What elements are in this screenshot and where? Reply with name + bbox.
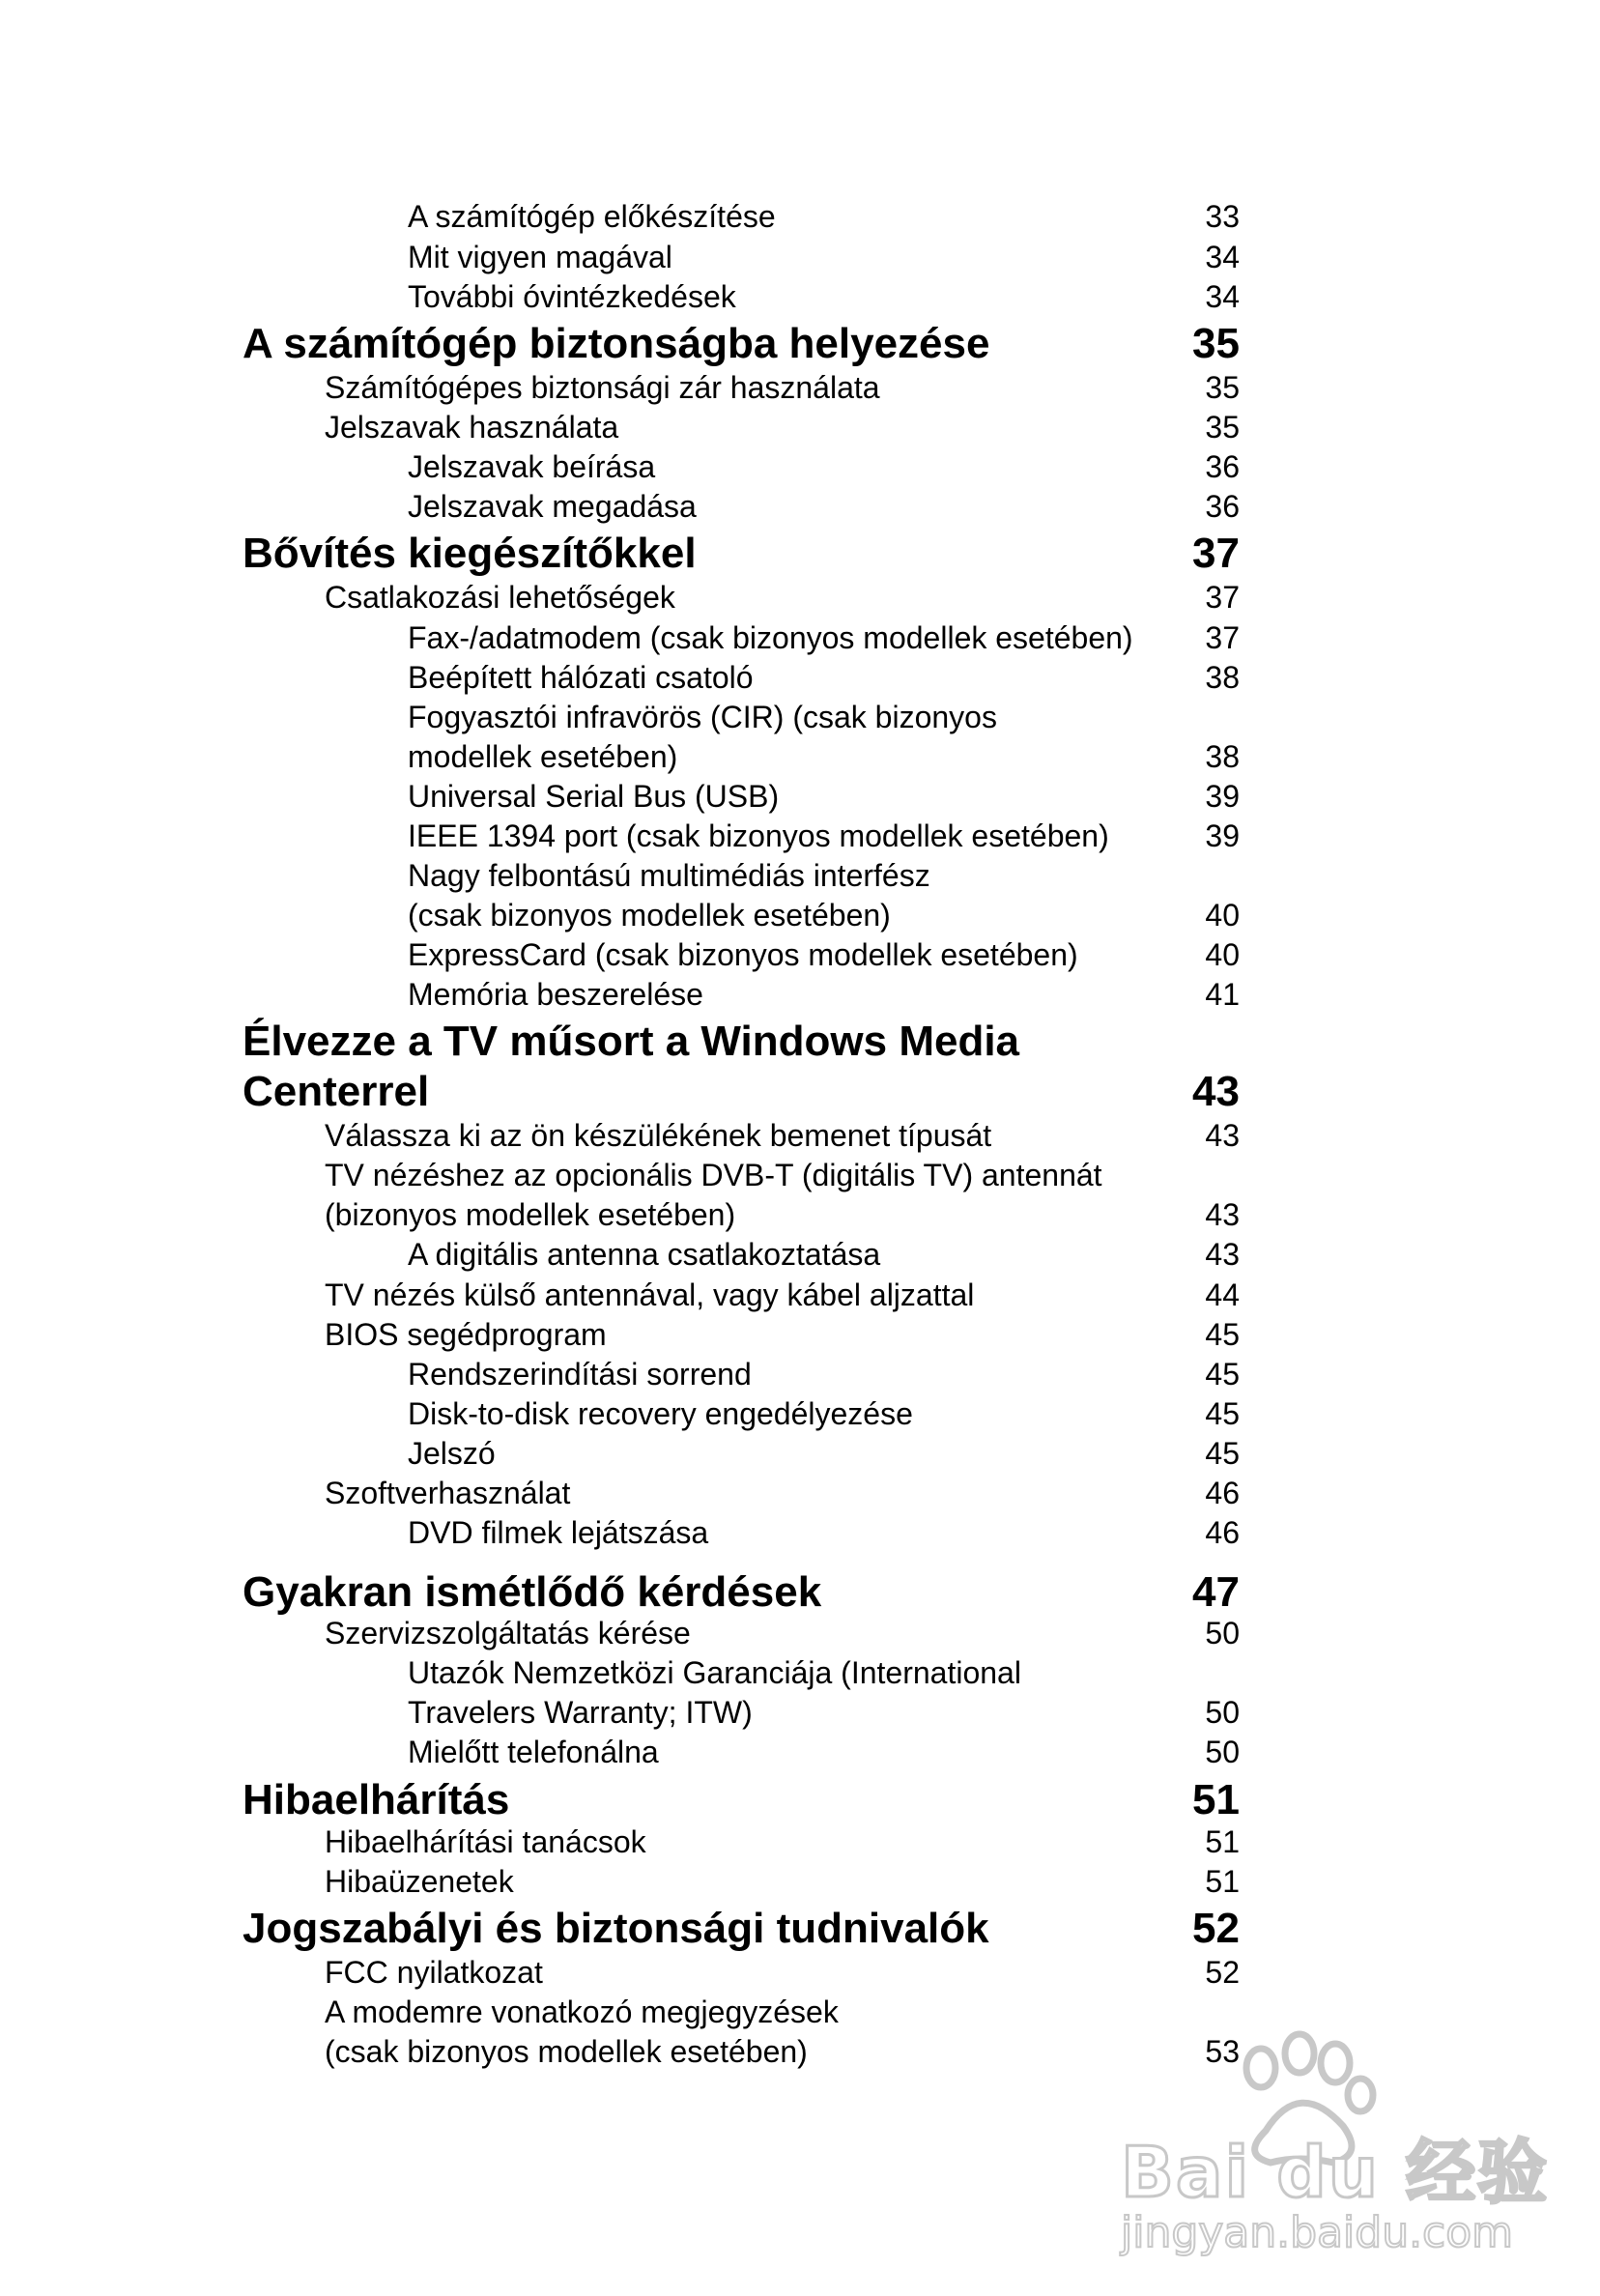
toc-title: A számítógép előkészítése	[408, 199, 776, 234]
toc-entry[interactable]	[0, 1693, 1600, 1732]
toc-page-number: 36	[1205, 489, 1240, 524]
toc-page-number: 37	[1192, 530, 1240, 577]
toc-title: TV nézéshez az opcionális DVB-T (digitális TV) antennát	[325, 1158, 1102, 1192]
toc-title: Utazók Nemzetközi Garanciája (International	[408, 1655, 1021, 1690]
toc-page-number: 47	[1192, 1568, 1240, 1616]
toc-entry[interactable]	[0, 1315, 1600, 1354]
toc-page-number: 35	[1205, 370, 1240, 405]
toc-chapter[interactable]	[0, 1567, 1600, 1618]
toc-page-number: 38	[1205, 660, 1240, 695]
toc-title: A modemre vonatkozó megjegyzések	[325, 1995, 839, 2029]
toc-entry[interactable]	[0, 368, 1600, 407]
toc-entry[interactable]	[0, 1653, 1600, 1692]
toc-page-number: 39	[1205, 818, 1240, 853]
toc-page-number: 37	[1205, 580, 1240, 615]
toc-chapter[interactable]	[0, 1017, 1600, 1067]
toc-title: További óvintézkedések	[408, 279, 736, 314]
toc-page-number: 43	[1205, 1118, 1240, 1153]
toc-page-number: 52	[1205, 1955, 1240, 1990]
toc-title: ExpressCard (csak bizonyos modellek esetében)	[408, 937, 1078, 972]
toc-entry[interactable]	[0, 1276, 1600, 1314]
toc-page-number: 38	[1205, 739, 1240, 774]
toc-entry[interactable]	[0, 238, 1600, 276]
toc-page-number: 34	[1205, 240, 1240, 274]
toc-entry[interactable]	[0, 1862, 1600, 1901]
toc-page-number: 40	[1205, 937, 1240, 972]
toc-entry[interactable]	[0, 1733, 1600, 1771]
toc-chapter[interactable]	[0, 1904, 1600, 1954]
toc-page-number: 45	[1205, 1357, 1240, 1392]
toc-title: Szervizszolgáltatás kérése	[325, 1616, 691, 1650]
toc-title: Fax-/adatmodem (csak bizonyos modellek esetében)	[408, 620, 1133, 655]
toc-title: Válassza ki az ön készülékének bemenet típusát	[325, 1118, 992, 1153]
toc-entry[interactable]	[0, 1195, 1600, 1234]
toc-title: Hibaüzenetek	[325, 1864, 514, 1899]
toc-page-number: 51	[1205, 1864, 1240, 1899]
toc-page-number: 41	[1205, 977, 1240, 1012]
toc-entry[interactable]	[0, 1156, 1600, 1194]
toc-title: Számítógépes biztonsági zár használata	[325, 370, 880, 405]
toc-title: Mit vigyen magával	[408, 240, 672, 274]
toc-title: Mielőtt telefonálna	[408, 1735, 659, 1769]
toc-entry[interactable]	[0, 447, 1600, 486]
watermark-url: jingyan.baidu.com	[1121, 2208, 1514, 2257]
toc-entry[interactable]	[0, 1355, 1600, 1393]
toc-entry[interactable]	[0, 1953, 1600, 1992]
toc-title: Bővítés kiegészítőkkel	[243, 530, 697, 577]
toc-title: Gyakran ismétlődő kérdések	[243, 1568, 822, 1616]
toc-entry[interactable]	[0, 197, 1600, 236]
toc-entry[interactable]	[0, 698, 1600, 736]
toc-page-number: 50	[1205, 1616, 1240, 1650]
toc-page-number: 46	[1205, 1515, 1240, 1550]
toc-page-number: 50	[1205, 1735, 1240, 1769]
toc-page-number: 45	[1205, 1317, 1240, 1352]
toc-page-number: 53	[1205, 2034, 1240, 2069]
toc-title: (bizonyos modellek esetében)	[325, 1197, 736, 1232]
toc-title: Jelszavak használata	[325, 410, 619, 445]
toc-entry[interactable]	[0, 578, 1600, 617]
toc-entry[interactable]	[0, 1614, 1600, 1652]
toc-entry[interactable]	[0, 935, 1600, 974]
toc-title: Jelszó	[408, 1436, 496, 1471]
toc-page-number: 43	[1205, 1197, 1240, 1232]
toc-page-number: 34	[1205, 279, 1240, 314]
toc-title: Jelszavak megadása	[408, 489, 697, 524]
toc-chapter[interactable]	[0, 1775, 1600, 1825]
toc-title: Travelers Warranty; ITW)	[408, 1695, 753, 1730]
toc-entry[interactable]	[0, 777, 1600, 816]
toc-page-number: 36	[1205, 449, 1240, 484]
toc-entry[interactable]	[0, 737, 1600, 776]
toc-page-number: 52	[1192, 1905, 1240, 1952]
toc-chapter[interactable]	[0, 1067, 1600, 1117]
toc-title: TV nézés külső antennával, vagy kábel aljzattal	[325, 1277, 975, 1312]
toc-entry[interactable]	[0, 1513, 1600, 1552]
toc-entry[interactable]	[0, 1116, 1600, 1155]
toc-entry[interactable]	[0, 408, 1600, 446]
toc-title: Hibaelhárítási tanácsok	[325, 1824, 646, 1859]
toc-title: Disk-to-disk recovery engedélyezése	[408, 1396, 913, 1431]
toc-entry[interactable]	[0, 277, 1600, 316]
toc-entry[interactable]	[0, 658, 1600, 697]
toc-entry[interactable]	[0, 1474, 1600, 1512]
toc-title: Universal Serial Bus (USB)	[408, 779, 780, 814]
toc-title: Szoftverhasználat	[325, 1476, 571, 1510]
toc-title: FCC nyilatkozat	[325, 1955, 543, 1990]
toc-title: Memória beszerelése	[408, 977, 703, 1012]
toc-entry[interactable]	[0, 1235, 1600, 1274]
toc-title: A digitális antenna csatlakoztatása	[408, 1237, 881, 1272]
toc-entry[interactable]	[0, 487, 1600, 526]
toc-entry[interactable]	[0, 896, 1600, 934]
toc-page-number: 39	[1205, 779, 1240, 814]
toc-title: Jelszavak beírása	[408, 449, 656, 484]
toc-entry[interactable]	[0, 1822, 1600, 1861]
toc-entry[interactable]	[0, 975, 1600, 1014]
toc-page-number: 35	[1192, 320, 1240, 367]
toc-title: Fogyasztói infravörös (CIR) (csak bizonyos	[408, 700, 997, 734]
toc-chapter[interactable]	[0, 319, 1600, 369]
toc-entry[interactable]	[0, 817, 1600, 855]
toc-entry[interactable]	[0, 618, 1600, 657]
toc-page-number: 33	[1205, 199, 1240, 234]
toc-entry[interactable]	[0, 1394, 1600, 1433]
toc-page-number: 35	[1205, 410, 1240, 445]
toc-title: (csak bizonyos modellek esetében)	[408, 898, 891, 933]
toc-page-number: 37	[1205, 620, 1240, 655]
toc-title: A számítógép biztonságba helyezése	[243, 320, 990, 367]
toc-title: (csak bizonyos modellek esetében)	[325, 2034, 808, 2069]
toc-page-number: 50	[1205, 1695, 1240, 1730]
toc-title: Jogszabályi és biztonsági tudnivalók	[243, 1905, 989, 1952]
toc-page-number: 40	[1205, 898, 1240, 933]
toc-page-number: 43	[1205, 1237, 1240, 1272]
toc-entry[interactable]	[0, 856, 1600, 895]
toc-title: Hibaelhárítás	[243, 1776, 510, 1823]
toc-page-number: 44	[1205, 1277, 1240, 1312]
toc-title: Rendszerindítási sorrend	[408, 1357, 752, 1392]
toc-entry[interactable]	[0, 1434, 1600, 1473]
toc-title: Nagy felbontású multimédiás interfész	[408, 858, 930, 893]
toc-title: BIOS segédprogram	[325, 1317, 607, 1352]
toc-page-number: 51	[1192, 1776, 1240, 1823]
toc-title: DVD filmek lejátszása	[408, 1515, 709, 1550]
watermark-brand: Bai du 经验	[1121, 2132, 1550, 2213]
toc-title: Élvezze a TV műsort a Windows Media	[243, 1018, 1020, 1065]
toc-page-number: 45	[1205, 1436, 1240, 1471]
toc-title: Centerrel	[243, 1068, 430, 1115]
toc-title: modellek esetében)	[408, 739, 678, 774]
toc-title: Beépített hálózati csatoló	[408, 660, 754, 695]
toc-page-number: 43	[1192, 1068, 1240, 1115]
toc-title: Csatlakozási lehetőségek	[325, 580, 675, 615]
toc-page-number: 46	[1205, 1476, 1240, 1510]
toc-title: IEEE 1394 port (csak bizonyos modellek esetében)	[408, 818, 1109, 853]
baidu-watermark	[1111, 2010, 1550, 2261]
toc-page-number: 51	[1205, 1824, 1240, 1859]
toc-page-number: 45	[1205, 1396, 1240, 1431]
toc-chapter[interactable]	[0, 529, 1600, 579]
